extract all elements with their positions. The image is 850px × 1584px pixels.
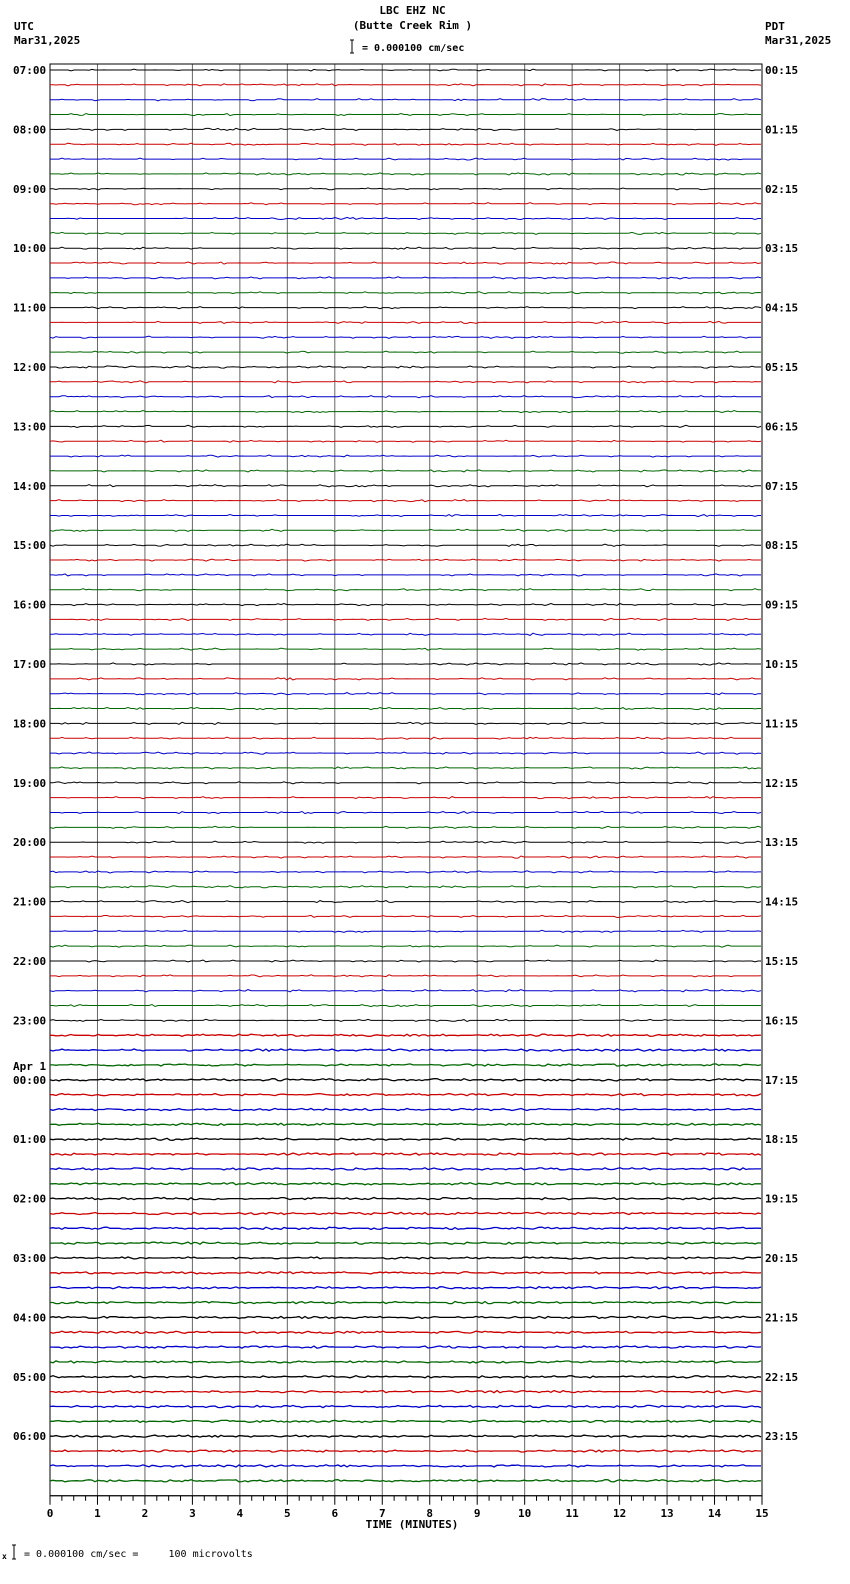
trace-row-84 (50, 1302, 761, 1304)
trace-row-91 (50, 1405, 761, 1407)
trace-row-2 (50, 84, 761, 86)
pdt-hour-label: 13:15 (765, 836, 799, 850)
trace-row-11 (50, 217, 761, 219)
trace-row-49 (50, 782, 761, 784)
x-tick-label: 1 (94, 1506, 101, 1520)
trace-row-13 (50, 247, 761, 249)
pdt-hour-label: 20:15 (765, 1252, 799, 1265)
x-tick-label: 14 (707, 1506, 722, 1520)
utc-hour-label: 11:00 (13, 301, 47, 315)
trace-row-45 (50, 722, 761, 724)
x-tick-label: 12 (612, 1506, 627, 1520)
trace-row-1 (50, 69, 761, 71)
trace-row-92 (50, 1420, 761, 1422)
utc-hour-label: 01:00 (13, 1133, 47, 1147)
utc-hour-label: 06:00 (13, 1430, 47, 1444)
trace-row-27 (50, 455, 761, 457)
trace-row-76 (50, 1183, 761, 1185)
utc-hour-label: 18:00 (13, 717, 47, 731)
trace-row-3 (50, 99, 761, 101)
pdt-hour-label: 18:15 (765, 1133, 799, 1147)
x-tick-label: 10 (518, 1506, 532, 1520)
pdt-hour-label: 23:15 (765, 1430, 799, 1444)
x-axis-title: TIME (MINUTES) (365, 1517, 459, 1531)
trace-row-22 (50, 381, 761, 383)
trace-row-40 (50, 648, 761, 650)
trace-row-46 (50, 737, 761, 739)
trace-row-30 (50, 500, 761, 502)
trace-row-78 (50, 1212, 761, 1214)
trace-row-70 (50, 1094, 761, 1096)
pdt-hour-label: 00:15 (765, 64, 799, 77)
trace-row-36 (50, 589, 761, 591)
pdt-hour-label: 21:15 (765, 1311, 799, 1325)
trace-row-41 (50, 663, 761, 665)
trace-row-96 (50, 1480, 761, 1482)
x-tick-label: 8 (426, 1506, 434, 1520)
trace-row-74 (50, 1153, 761, 1155)
trace-row-54 (50, 856, 761, 858)
left-timezone: UTC (14, 20, 34, 33)
trace-row-68 (50, 1064, 761, 1066)
utc-hour-label: 10:00 (13, 242, 47, 256)
trace-row-52 (50, 826, 761, 828)
trace-row-57 (50, 901, 761, 903)
trace-row-17 (50, 307, 761, 309)
trace-row-37 (50, 604, 761, 606)
trace-row-6 (50, 143, 761, 145)
pdt-hour-label: 04:15 (765, 301, 799, 315)
trace-row-23 (50, 396, 761, 398)
trace-row-66 (50, 1034, 761, 1036)
plot-border (50, 64, 762, 1496)
trace-row-24 (50, 411, 761, 413)
utc-hour-label: 07:00 (13, 64, 47, 77)
x-tick-label: 9 (473, 1506, 481, 1520)
trace-row-16 (50, 292, 761, 294)
trace-row-64 (50, 1005, 761, 1007)
pdt-hour-label: 07:15 (765, 479, 799, 493)
trace-row-94 (50, 1450, 761, 1452)
utc-hour-label: 09:00 (13, 182, 47, 196)
x-tick-label: 13 (660, 1506, 674, 1520)
trace-row-85 (50, 1316, 761, 1318)
trace-row-15 (50, 277, 761, 279)
scale-label: = 0.000100 cm/sec (362, 43, 465, 54)
trace-row-18 (50, 321, 761, 323)
footer-scale-label: = 0.000100 cm/sec = 100 microvolts (24, 1549, 253, 1560)
trace-row-47 (50, 752, 761, 754)
trace-row-5 (50, 128, 761, 130)
trace-row-43 (50, 693, 761, 695)
trace-row-87 (50, 1346, 761, 1348)
trace-row-29 (50, 485, 761, 487)
trace-row-65 (50, 1019, 761, 1021)
trace-row-19 (50, 336, 761, 338)
trace-row-55 (50, 871, 761, 873)
x-tick-label: 11 (565, 1506, 579, 1520)
pdt-hour-label: 06:15 (765, 420, 799, 434)
trace-row-56 (50, 886, 761, 888)
trace-row-35 (50, 574, 761, 576)
pdt-hour-label: 03:15 (765, 242, 799, 256)
trace-row-14 (50, 262, 761, 264)
utc-hour-label: 17:00 (13, 658, 47, 671)
date-marker-label: Apr 1 (13, 1059, 47, 1073)
utc-hour-label: 21:00 (13, 895, 47, 909)
trace-row-31 (50, 514, 761, 516)
utc-hour-label: 14:00 (13, 479, 47, 493)
pdt-hour-label: 10:15 (765, 658, 799, 671)
x-tick-label: 4 (236, 1506, 244, 1520)
trace-row-51 (50, 811, 761, 813)
pdt-hour-label: 01:15 (765, 123, 799, 137)
utc-hour-label: 20:00 (13, 836, 47, 850)
utc-hour-label: 19:00 (13, 776, 47, 790)
utc-hour-label: 13:00 (13, 420, 47, 434)
utc-hour-label: 22:00 (13, 955, 47, 968)
trace-row-93 (50, 1435, 761, 1437)
trace-row-90 (50, 1391, 761, 1393)
scale-bar-icon (350, 40, 354, 53)
trace-row-80 (50, 1242, 761, 1244)
pdt-hour-label: 15:15 (765, 955, 799, 968)
trace-row-75 (50, 1168, 761, 1170)
trace-row-71 (50, 1108, 761, 1110)
utc-hour-label: 08:00 (13, 123, 47, 137)
trace-row-42 (50, 678, 761, 680)
pdt-hour-label: 08:15 (765, 539, 799, 553)
pdt-hour-label: 19:15 (765, 1192, 799, 1206)
left-date: Mar31,2025 (14, 34, 81, 47)
footer-prefix: x (2, 1552, 7, 1561)
x-tick-label: 3 (189, 1506, 196, 1520)
x-tick-label: 7 (378, 1506, 386, 1520)
footer-scale-bar-icon (12, 1545, 16, 1559)
trace-row-58 (50, 915, 761, 917)
utc-hour-label: 12:00 (13, 361, 47, 374)
trace-row-21 (50, 366, 761, 368)
trace-row-25 (50, 425, 761, 427)
utc-hour-label: 05:00 (13, 1370, 47, 1384)
right-date: Mar31,2025 (765, 34, 832, 47)
trace-row-61 (50, 960, 761, 962)
trace-row-63 (50, 990, 761, 992)
trace-row-33 (50, 544, 761, 546)
pdt-hour-label: 22:15 (765, 1370, 799, 1384)
pdt-hour-label: 11:15 (765, 717, 799, 731)
trace-row-79 (50, 1227, 761, 1229)
right-timezone: PDT (765, 20, 785, 33)
trace-row-48 (50, 767, 761, 769)
trace-row-9 (50, 188, 761, 190)
trace-row-77 (50, 1198, 761, 1200)
trace-row-69 (50, 1079, 761, 1081)
trace-row-95 (50, 1465, 761, 1467)
trace-row-88 (50, 1361, 761, 1363)
utc-hour-label: 00:00 (13, 1073, 47, 1087)
trace-row-8 (50, 173, 761, 175)
trace-row-26 (50, 440, 761, 442)
x-tick-label: 0 (46, 1506, 54, 1520)
trace-row-38 (50, 618, 761, 620)
trace-row-53 (50, 841, 761, 843)
trace-row-67 (50, 1049, 761, 1051)
pdt-hour-label: 09:15 (765, 598, 799, 612)
utc-hour-label: 02:00 (13, 1192, 47, 1206)
utc-hour-label: 03:00 (13, 1252, 47, 1265)
pdt-hour-label: 16:15 (765, 1014, 799, 1028)
pdt-hour-label: 05:15 (765, 361, 799, 374)
trace-row-34 (50, 559, 761, 561)
pdt-hour-label: 12:15 (765, 776, 799, 790)
trace-row-44 (50, 708, 761, 710)
utc-hour-label: 16:00 (13, 598, 47, 612)
trace-row-89 (50, 1376, 761, 1378)
x-tick-label: 15 (755, 1506, 769, 1520)
utc-hour-label: 04:00 (13, 1311, 47, 1325)
trace-row-32 (50, 529, 761, 531)
station-title: LBC EHZ NC (379, 4, 446, 17)
utc-hour-label: 15:00 (13, 539, 47, 553)
trace-row-60 (50, 945, 761, 947)
pdt-hour-label: 14:15 (765, 895, 799, 909)
trace-row-4 (50, 114, 761, 116)
trace-row-7 (50, 158, 761, 160)
trace-row-82 (50, 1272, 761, 1274)
trace-row-86 (50, 1331, 761, 1333)
pdt-hour-label: 02:15 (765, 182, 799, 196)
utc-hour-label: 23:00 (13, 1014, 47, 1028)
pdt-hour-label: 17:15 (765, 1073, 799, 1087)
station-location: (Butte Creek Rim ) (352, 19, 473, 32)
trace-row-73 (50, 1138, 761, 1140)
trace-row-20 (50, 351, 761, 353)
trace-row-83 (50, 1287, 761, 1289)
trace-row-28 (50, 470, 761, 472)
x-tick-label: 2 (141, 1506, 149, 1520)
trace-row-10 (50, 203, 761, 205)
trace-row-72 (50, 1123, 761, 1125)
trace-row-12 (50, 232, 761, 234)
x-tick-label: 6 (331, 1506, 339, 1520)
trace-row-50 (50, 797, 761, 799)
trace-row-39 (50, 633, 761, 635)
trace-row-59 (50, 930, 761, 932)
trace-row-81 (50, 1257, 761, 1259)
trace-row-62 (50, 975, 761, 977)
x-tick-label: 5 (284, 1506, 291, 1520)
